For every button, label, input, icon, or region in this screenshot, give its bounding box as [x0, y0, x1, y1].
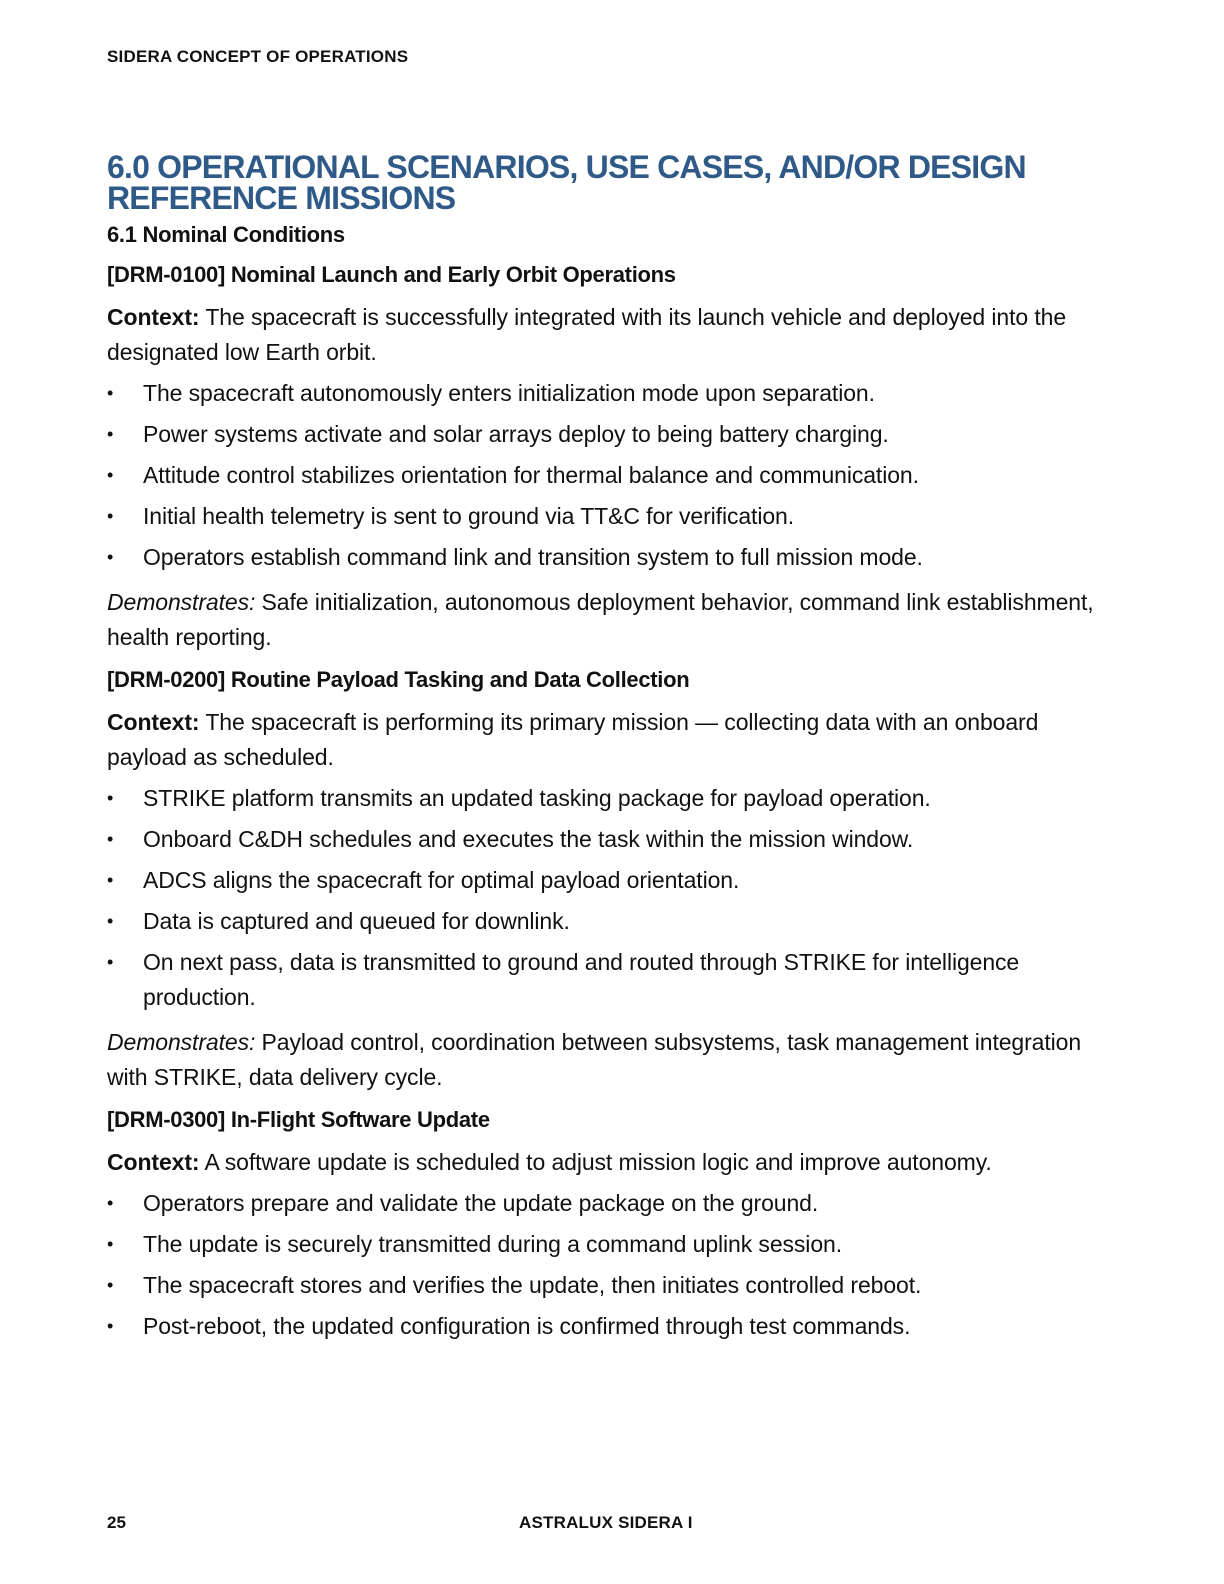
- drm-heading: [DRM-0200] Routine Payload Tasking and Data Collection: [107, 667, 690, 692]
- context-text: The spacecraft is performing its primary mission — collecting data with an onboard payload as scheduled.: [107, 709, 1039, 770]
- drm-block: [107, 260, 1107, 655]
- subsection-title: 6.1 Nominal Conditions: [107, 222, 345, 247]
- list-item: [107, 1227, 1107, 1262]
- list-item-text: Operators establish command link and transition system to full mission mode.: [143, 544, 923, 570]
- demonstrates-paragraph: [107, 1025, 1107, 1095]
- list-item: [107, 904, 1107, 939]
- list-item: [107, 945, 1107, 1015]
- context-paragraph: [107, 705, 1107, 775]
- bullet-icon: •: [107, 829, 114, 849]
- list-item: [107, 1268, 1107, 1303]
- list-item: [107, 863, 1107, 898]
- list-item-text: The update is securely transmitted during a command uplink session.: [143, 1231, 842, 1257]
- list-item-text: On next pass, data is transmitted to ground and routed through STRIKE for intelligence production.: [143, 949, 1020, 1010]
- bullet-list: [107, 781, 1107, 1015]
- bullet-icon: •: [107, 424, 114, 444]
- list-item-text: Operators prepare and validate the update package on the ground.: [143, 1190, 819, 1216]
- context-text: A software update is scheduled to adjust mission logic and improve autonomy.: [199, 1149, 992, 1175]
- drm-heading: [DRM-0300] In-Flight Software Update: [107, 1107, 490, 1132]
- context-text: The spacecraft is successfully integrated with its launch vehicle and deployed into the designated low Earth orbit.: [107, 304, 1067, 365]
- list-item: [107, 1186, 1107, 1221]
- drm-block: [107, 665, 1107, 1095]
- running-header: SIDERA CONCEPT OF OPERATIONS: [107, 47, 409, 66]
- demonstrates-text: Payload control, coordination between subsystems, task management integration with STRIKE, data delivery cycle.: [107, 1029, 1082, 1090]
- list-item-text: Power systems activate and solar arrays deploy to being battery charging.: [143, 421, 889, 447]
- bullet-icon: •: [107, 1316, 114, 1336]
- bullet-icon: •: [107, 506, 114, 526]
- context-label: Context:: [107, 1149, 200, 1175]
- list-item: [107, 458, 1107, 493]
- list-item-text: Attitude control stabilizes orientation for thermal balance and communication.: [143, 462, 919, 488]
- demonstrates-text: Safe initialization, autonomous deployment behavior, command link establishment, health reporting.: [107, 589, 1094, 650]
- bullet-icon: •: [107, 1234, 114, 1254]
- demonstrates-paragraph: [107, 585, 1107, 655]
- list-item: [107, 781, 1107, 816]
- footer-title: ASTRALUX SIDERA I: [519, 1513, 693, 1532]
- bullet-list: [107, 376, 1107, 575]
- context-label: Context:: [107, 304, 200, 330]
- bullet-icon: •: [107, 383, 114, 403]
- bullet-icon: •: [107, 788, 114, 808]
- bullet-icon: •: [107, 911, 114, 931]
- list-item-text: ADCS aligns the spacecraft for optimal payload orientation.: [143, 867, 740, 893]
- page-content: [107, 149, 1107, 1344]
- demonstrates-label: Demonstrates:: [107, 589, 256, 615]
- bullet-icon: •: [107, 1275, 114, 1295]
- list-item-text: The spacecraft autonomously enters initialization mode upon separation.: [143, 380, 875, 406]
- list-item-text: The spacecraft stores and verifies the update, then initiates controlled reboot.: [143, 1272, 922, 1298]
- list-item: [107, 499, 1107, 534]
- list-item: [107, 1309, 1107, 1344]
- drm-heading: [DRM-0100] Nominal Launch and Early Orbit Operations: [107, 262, 676, 287]
- demonstrates-label: Demonstrates:: [107, 1029, 256, 1055]
- bullet-icon: •: [107, 952, 114, 972]
- bullet-icon: •: [107, 547, 114, 567]
- list-item-text: STRIKE platform transmits an updated tasking package for payload operation.: [143, 785, 931, 811]
- section-title: 6.0 OPERATIONAL SCENARIOS, USE CASES, AND/OR DESIGN REFERENCE MISSIONS: [107, 149, 1026, 216]
- list-item: [107, 417, 1107, 452]
- drm-block: [107, 1105, 1107, 1344]
- list-item-text: Initial health telemetry is sent to ground via TT&C for verification.: [143, 503, 795, 529]
- list-item-text: Onboard C&DH schedules and executes the task within the mission window.: [143, 826, 914, 852]
- bullet-icon: •: [107, 1193, 114, 1213]
- list-item: [107, 822, 1107, 857]
- page-number: 25: [107, 1513, 126, 1532]
- context-label: Context:: [107, 709, 200, 735]
- list-item-text: Data is captured and queued for downlink.: [143, 908, 570, 934]
- bullet-icon: •: [107, 870, 114, 890]
- bullet-list: [107, 1186, 1107, 1344]
- context-paragraph: [107, 300, 1107, 370]
- bullet-icon: •: [107, 465, 114, 485]
- list-item: [107, 540, 1107, 575]
- context-paragraph: [107, 1145, 1107, 1180]
- list-item-text: Post-reboot, the updated configuration is confirmed through test commands.: [143, 1313, 911, 1339]
- list-item: [107, 376, 1107, 411]
